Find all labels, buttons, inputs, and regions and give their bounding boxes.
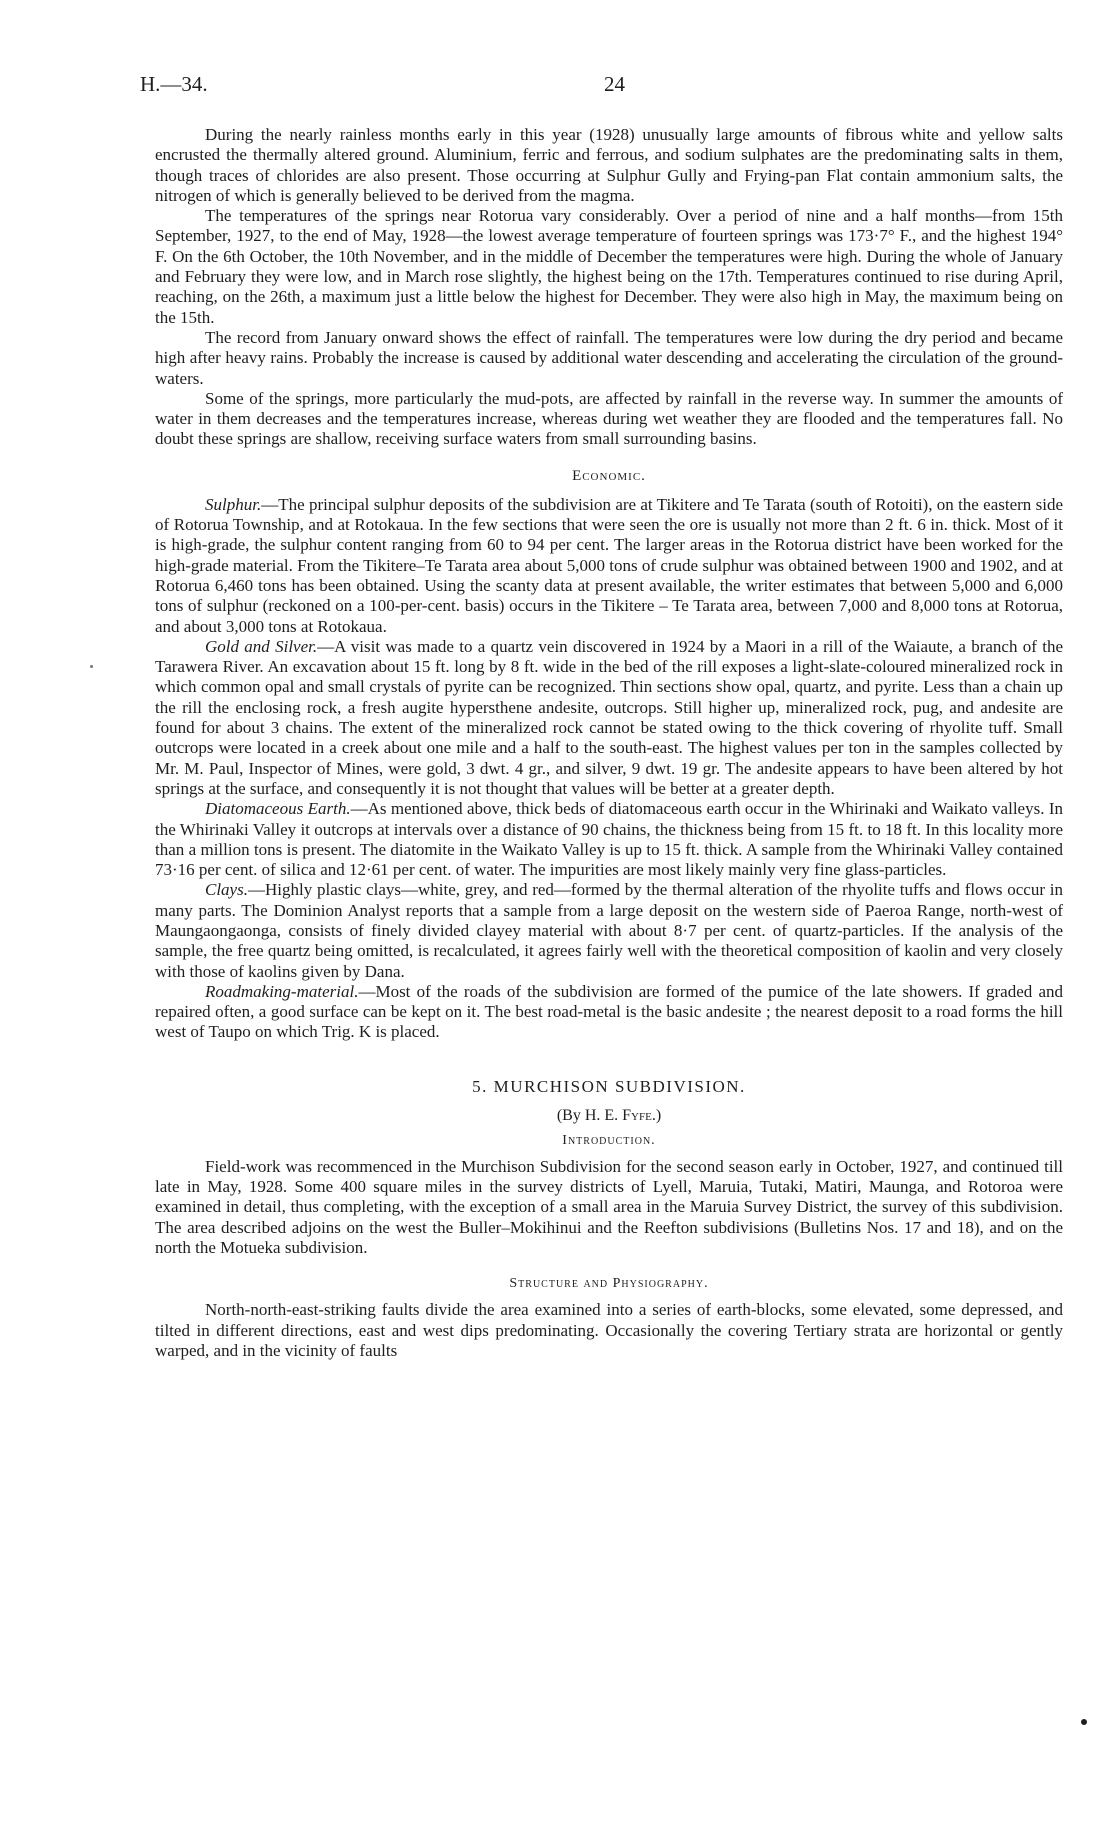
report-reference: H.—34. [140,72,208,96]
paragraph-mud-pots: Some of the springs, more particularly the mud-pots, are affected by rainfall in the reverse way. In summer the amounts of water in them decreases and the temperatures increase, whereas during wet weather they are flooded and the temperatures fall. No doubt these springs are shallow, receiving surface waters from small surrounding basins. [155,388,1063,449]
page-number: 24 [604,72,625,96]
text-clays: —Highly plastic clays—white, grey, and red—formed by the thermal alteration of the rhyolite tuffs and flows occur in many parts. The Dominion Analyst reports that a sample from a large deposit on the western side of Paeroa Range, north-west of Maungaongaonga, consists of finely divided clayey material with about 8·7 per cent. of quartz-particles. If the analysis of the sample, the free quartz being omitted, is recalculated, it agrees fairly well with the theoretical composition of kaolin and very closely with those of kaolins given by Dana. [155,880,1063,981]
section-heading-economic: Economic. [572,467,646,484]
label-sulphur: Sulphur. [205,494,262,514]
paragraph-structure: North-north-east-striking faults divide the area examined into a series of earth-blocks, some elevated, some depressed, and tilted in different directions, east and west dips predominating. Occasionally the covering Tertiary strata are horizontal or gently warped, and in the vicinity of faults [155,1300,1063,1360]
text-gold-silver: —A visit was made to a quartz vein discovered in 1924 by a Maori in a rill of the Waiaute, a branch of the Tarawera River. An excavation about 15 ft. long by 8 ft. wide in the bed of the rill exposes a light-slate-coloured mineralized rock in which common opal and small crystals of pyrite can be recognized. Thin sections show opal, quartz, and pyrite. Less than a chain up the rill the enclosing rock, a fresh augite hypersthene andesite, outcrops. Still higher up, mineralized rock, pug, and andesite are found for about 3 chains. The extent of the mineralized rock cannot be stated owing to the thick covering of rhyolite tuff. Small outcrops were located in a creek about one mile and a half to the south-east. The highest values per ton in the samples collected by Mr. M. Paul, Inspector of Mines, were gold, 3 dwt. 4 gr., and silver, 9 dwt. 19 gr. The andesite appears to have been altered by hot springs at the surface, and consequently it is not thought that values will be better at a greater depth. [155,636,1063,798]
text-diatomaceous-earth: —As mentioned above, thick beds of diatomaceous earth occur in the Whirinaki and Waikato valleys. In the Whirinaki Valley it outcrops at intervals over a distance of 90 chains, the thickness being from 15 ft. to 18 ft. In this locality more than a million tons is present. The diatomite in the Waikato Valley is up to 15 ft. thick. A sample from the Whirinaki Valley contained 73·16 per cent. of silica and 12·61 per cent. of water. The impurities are most likely mainly very fine glass-particles. [155,799,1063,880]
section-heading-structure: Structure and Physiography. [509,1276,709,1292]
paragraph-sulphur [155,495,1063,637]
paragraph-gold-silver [155,637,1063,799]
label-diatomaceous-earth: Diatomaceous Earth. [205,799,351,819]
margin-dot [1081,1719,1087,1725]
author-suffix: ) [655,1106,662,1124]
section-heading-introduction: Introduction. [562,1132,656,1148]
scan-speck [90,665,93,668]
author-name: H. E. Fyfe. [584,1106,656,1124]
paragraph-spring-temperatures: The temperatures of the springs near Rotorua vary considerably. Over a period of nine and a half months—from 15th September, 1927, to the end of May, 1928—the lowest average temperature of fourteen springs was 173·7° F., and the highest 194° F. On the 6th October, the 10th November, and in the middle of December the temperatures were high. During the whole of January and February they were low, and in March rose slightly, the highest being on the 17th. Temperatures continued to rise during April, reaching, on the 26th, a maximum just a little below the highest for December. They were also high in May, the maximum being on the 15th. [155,206,1063,327]
author-line [155,1107,1063,1125]
paragraph-roadmaking-material [155,982,1063,1043]
label-clays: Clays. [205,880,248,900]
paragraph-introduction: Field-work was recommenced in the Murchison Subdivision for the second season early in October, 1927, and continued till late in May, 1928. Some 400 square miles in the survey districts of Lyell, Maruia, Tutaki, Matiri, Maunga, and Rotoroa were examined in detail, thus completing, with the exception of a small area in the Maruia Survey District, the survey of this subdivision. The area described adjoins on the west the Buller–Mokihinui and the Reefton subdivisions (Bulletins Nos. 17 and 18), and on the north the Motueka subdivision. [155,1156,1063,1257]
paragraph-clays [155,880,1063,981]
page-header [0,72,1114,102]
text-sulphur: —The principal sulphur deposits of the subdivision are at Tikitere and Te Tarata (south of Rotoiti), on the eastern side of Rotorua Township, and at Rotokaua. In the few sections that were seen the ore is usually not more than 2 ft. 6 in. thick. Most of it is high-grade, the sulphur content ranging from 60 to 94 per cent. The larger areas in the Rotorua district have been worked for the high-grade material. From the Tikitere–Te Tarata area about 5,000 tons of crude sulphur was obtained between 1900 and 1902, and at Rotorua 6,460 tons has been obtained. Using the scanty data at present available, the writer estimates that between 5,000 and 6,000 tons of sulphur (reckoned on a 100-per-cent. basis) occurs in the Tikitere – Te Tarata area, between 7,000 and 8,000 tons at Rotorua, and about 3,000 tons at Rotokaua. [155,494,1063,636]
paragraph-rainfall-effect: The record from January onward shows the effect of rainfall. The temperatures were low during the dry period and became high after heavy rains. Probably the increase is caused by additional water descending and accelerating the circulation of the ground-waters. [155,327,1063,388]
page-body [155,125,1063,1361]
label-gold-silver: Gold and Silver. [205,636,318,656]
author-prefix: (By [556,1106,581,1124]
subdivision-title: 5. MURCHISON SUBDIVISION. [472,1076,746,1096]
text-roadmaking-material: —Most of the roads of the subdivision are formed of the pumice of the late showers. If graded and repaired often, a good surface can be kept on it. The best road-metal is the basic andesite ; the nearest deposit to a road forms the hill west of Taupo on which Trig. K is placed. [155,981,1063,1042]
label-roadmaking-material: Roadmaking-material. [205,981,359,1001]
paragraph-saline-encrustations: During the nearly rainless months early in this year (1928) unusually large amounts of fibrous white and yellow salts encrusted the thermally altered ground. Aluminium, ferric and ferrous, and sodium sulphates are the predominating salts in them, though traces of chlorides are also present. Those occurring at Sulphur Gully and Frying-pan Flat contain ammonium salts, the nitrogen of which is generally believed to be derived from the magma. [155,125,1063,205]
paragraph-diatomaceous-earth [155,799,1063,880]
